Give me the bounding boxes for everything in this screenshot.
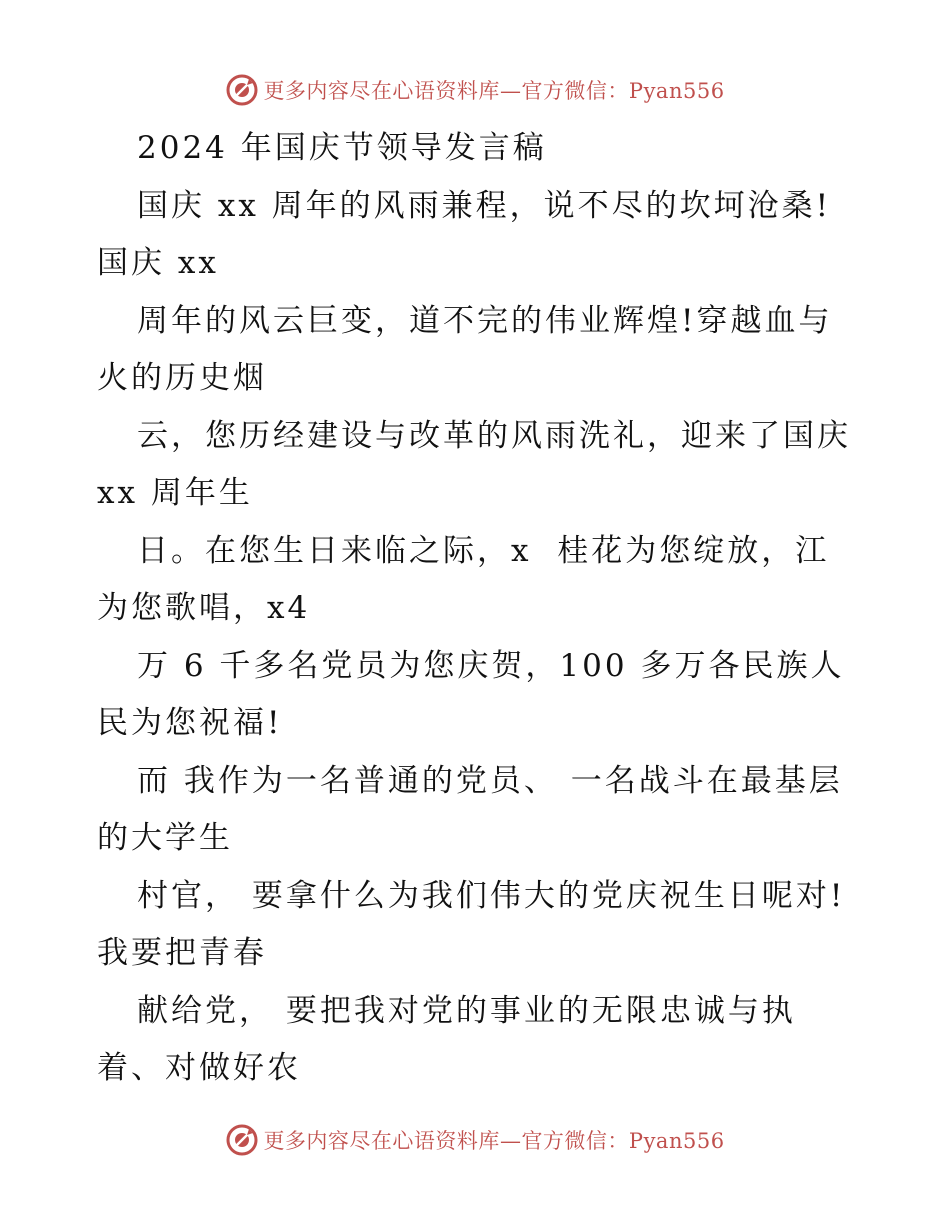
header-watermark [0,70,950,110]
document-title: 2024 年国庆节领导发言稿 [137,130,547,166]
text-line: 的大学生 [97,820,233,856]
watermark-text: 更多内容尽在心语资料库—官方微信：Pyan556 [263,79,725,103]
document-body [97,120,897,1098]
text-line: 民为您祝福! [97,705,283,741]
brand-logo-icon [225,73,259,107]
footer-watermark [0,1120,950,1160]
text-line: 村官， 要拿什么为我们伟大的党庆祝生日呢对! [137,877,846,914]
text-line: 火的历史烟 [97,360,267,396]
watermark-text: 更多内容尽在心语资料库—官方微信：Pyan556 [263,1129,725,1153]
text-line: xx 周年生 [97,475,253,511]
text-line: 云，您历经建设与改革的风雨洗礼，迎来了国庆 [137,417,851,454]
text-line: 为您歌唱，x4 [97,590,311,626]
text-line: 周年的风云巨变，道不完的伟业辉煌!穿越血与 [137,302,833,339]
text-line: 献给党， 要把我对党的事业的无限忠诚与执 [137,992,796,1029]
text-line: 而 我作为一名普通的党员、 一名战斗在最基层 [137,762,843,799]
brand-logo-icon [225,1123,259,1157]
text-line: 国庆 xx [97,245,219,281]
text-line: 日。在您生日来临之际，x 桂花为您绽放，江 [137,532,830,569]
text-line: 国庆 xx 周年的风雨兼程，说不尽的坎坷沧桑! [137,187,832,224]
text-line: 着、对做好农 [97,1050,301,1086]
text-line: 万 6 千多名党员为您庆贺，100 多万各民族人 [137,647,845,684]
text-line: 我要把青春 [97,935,267,971]
